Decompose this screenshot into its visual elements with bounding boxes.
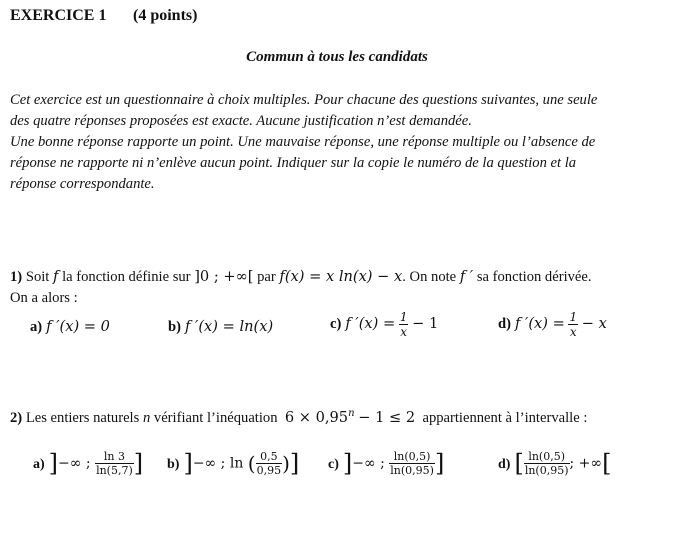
q1-answer-c-num: 1 (399, 310, 408, 324)
intro-line-2: des quatre réponses proposées est exacte. Aucune justification n’est demandée. (10, 113, 472, 129)
q2-answer-d-den: ln(0,95) (524, 464, 569, 477)
question-2-statement (10, 408, 587, 427)
q1-text-3: par (257, 269, 276, 285)
exercise-title: EXERCICE 1 (10, 7, 107, 24)
q2-answer-d-open: [ (514, 449, 524, 478)
q2-answer-b-paren-open: ( (247, 451, 256, 476)
q2-answer-b-fraction (256, 451, 283, 476)
q1-answer-a-text: f ′(x) = 0 (46, 318, 110, 335)
q2-answer-b-num: 0,5 (256, 451, 283, 464)
q2-answer-b-label: b) (167, 456, 180, 472)
q1-answer-b-text: f ′(x) = ln(x) (184, 318, 274, 335)
q2-answer-b-paren-close: ) (282, 451, 290, 476)
q2-inequation-base: 6 × 0,95 (284, 408, 349, 426)
q2-answer-b-den: 0,95 (256, 464, 282, 477)
q1-answer-c-suffix: − 1 (412, 314, 439, 332)
q2-answer-c-fraction (389, 451, 435, 476)
q1-domain: ]0 ; +∞[ (194, 268, 254, 285)
q1-answer-d-fraction (568, 311, 578, 338)
q1-answer-c-label: c) (330, 315, 342, 332)
intro-line-5: réponse correspondante. (10, 176, 155, 192)
q2-text-3: appartiennent à l’intervalle : (422, 409, 588, 426)
q2-answer-c (328, 451, 444, 476)
q2-answer-c-num: ln(0,5) (389, 451, 435, 464)
q1-answer-d-num: 1 (569, 310, 578, 324)
q1-text-2: la fonction définie sur (62, 269, 191, 285)
q1-answer-b (168, 318, 273, 336)
q2-n: n (142, 409, 151, 426)
q2-text-2: vérifiant l’inéquation (153, 409, 278, 426)
q1-answer-c-prefix: f ′(x) = (345, 314, 396, 332)
q1-answer-b-label: b) (168, 319, 181, 335)
q1-f: f (53, 268, 59, 285)
q2-answer-b-left: −∞ ; ln (192, 455, 244, 472)
q2-answer-d-num: ln(0,5) (524, 451, 570, 464)
question-1-number: 1) (10, 269, 23, 285)
q2-answer-b-close: ] (289, 449, 300, 478)
q2-answer-a-num: ln 3 (95, 451, 134, 464)
q1-answer-d (498, 311, 607, 338)
q2-answer-d (498, 451, 611, 476)
q2-answer-c-open: ] (342, 449, 353, 478)
question-1-line-2: On a alors : (10, 290, 78, 306)
q2-answer-d-fraction (524, 451, 570, 476)
q2-answer-a-fraction (95, 451, 134, 476)
q2-text-1: Les entiers naturels (25, 409, 140, 426)
intro-line-1: Cet exercice est un questionnaire à choix multiples. Pour chacune des questions suivantes, une seule (10, 92, 598, 108)
q2-answer-a-open: ] (48, 449, 59, 478)
q1-answer-c-den: x (400, 325, 408, 339)
q2-answer-d-label: d) (498, 456, 511, 472)
q2-answer-c-left: −∞ ; (352, 455, 385, 472)
q1-answer-a-label: a) (30, 319, 43, 335)
exercise-points: (4 points) (133, 7, 198, 24)
q2-answer-b-open: ] (183, 449, 193, 478)
q1-answer-d-label: d) (498, 315, 511, 332)
q1-text-4: . On note (402, 269, 457, 285)
q1-text-5: sa fonction dérivée. (476, 269, 592, 285)
q1-fprime: f ′ (459, 268, 474, 285)
q1-expression: f(x) = x ln(x) − x (279, 268, 403, 285)
q1-text-1: Soit (25, 269, 50, 285)
q1-answer-a (30, 318, 110, 336)
q2-answer-c-label: c) (328, 456, 339, 472)
q2-answer-a-left: −∞ ; (58, 455, 91, 472)
question-2-number: 2) (10, 409, 23, 426)
q2-inequation-rest: − 1 ≤ 2 (358, 408, 416, 426)
intro-line-3: Une bonne réponse rapporte un point. Une mauvaise réponse, une réponse multiple ou l’absence de (10, 134, 596, 150)
q1-answer-d-den: x (569, 325, 577, 339)
q1-answer-d-suffix: − x (581, 314, 607, 332)
subtitle: Commun à tous les candidats (246, 49, 428, 65)
q2-answer-d-close: [ (602, 449, 612, 478)
q2-answer-a-close: ] (133, 449, 144, 478)
q2-answer-c-den: ln(0,95) (390, 464, 434, 477)
q2-answer-d-right: ; +∞ (569, 455, 603, 472)
question-1-statement (10, 268, 592, 286)
q1-answer-c (330, 311, 438, 338)
q2-inequation-exponent: n (348, 408, 355, 419)
q1-answer-c-fraction (399, 311, 409, 338)
q1-answer-d-prefix: f ′(x) = (514, 314, 565, 332)
q2-answer-b (167, 451, 299, 476)
q2-answer-c-close: ] (434, 449, 445, 478)
q2-answer-a-label: a) (33, 456, 45, 472)
intro-line-4: réponse ne rapporte ni n’enlève aucun point. Indiquer sur la copie le numéro de la question et la (10, 155, 577, 171)
q2-answer-a (33, 451, 143, 476)
q2-answer-a-den: ln(5,7) (96, 464, 133, 477)
